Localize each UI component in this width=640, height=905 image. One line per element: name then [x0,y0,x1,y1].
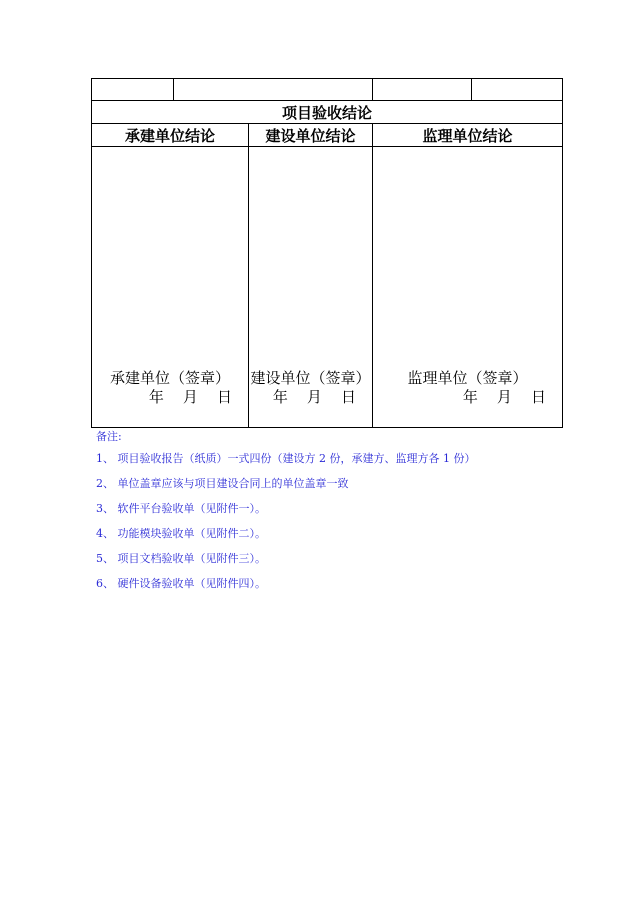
acceptance-table [91,78,563,428]
date-label-supervisor: 年 月 日 [462,388,546,406]
notes-section [96,430,566,602]
table-title-row [92,101,563,124]
signature-label-owner: 建设单位（签章） [250,369,371,387]
table-title: 项目验收结论 [92,101,563,124]
signature-block-owner [249,369,372,407]
note-item: 4、 功能模块验收单（见附件二）。 [96,527,266,540]
note-item: 3、 软件平台验收单（见附件一）。 [96,502,266,515]
conclusion-cell-contractor [92,147,249,428]
conclusion-cell-owner [249,147,373,428]
note-item: 5、 项目文档验收单（见附件三）。 [96,552,266,565]
conclusion-cell-supervisor [373,147,563,428]
note-item: 1、 项目验收报告（纸质）一式四份（建设方 2 份，承建方、监理方各 1 份） [96,452,476,465]
table-top-row [92,79,563,101]
column-header-supervisor: 监理单位结论 [373,124,563,147]
column-header-owner: 建设单位结论 [249,124,373,147]
note-item: 2、 单位盖章应该与项目建设合同上的单位盖章一致 [96,477,349,490]
column-header-contractor: 承建单位结论 [92,124,249,147]
date-label-contractor: 年 月 日 [148,388,232,406]
date-label-owner: 年 月 日 [272,388,356,406]
top-cell-3 [373,79,472,101]
signature-block-supervisor [373,369,562,407]
top-cell-1 [92,79,174,101]
table-body-row [92,147,563,428]
top-cell-2 [174,79,373,101]
signature-label-contractor: 承建单位（签章） [109,369,230,387]
note-item: 6、 硬件设备验收单（见附件四）。 [96,577,266,590]
signature-label-supervisor: 监理单位（签章） [407,369,528,387]
notes-title: 备注: [96,430,122,443]
top-cell-4 [472,79,563,101]
table-header-row [92,124,563,147]
signature-block-contractor [92,369,248,407]
